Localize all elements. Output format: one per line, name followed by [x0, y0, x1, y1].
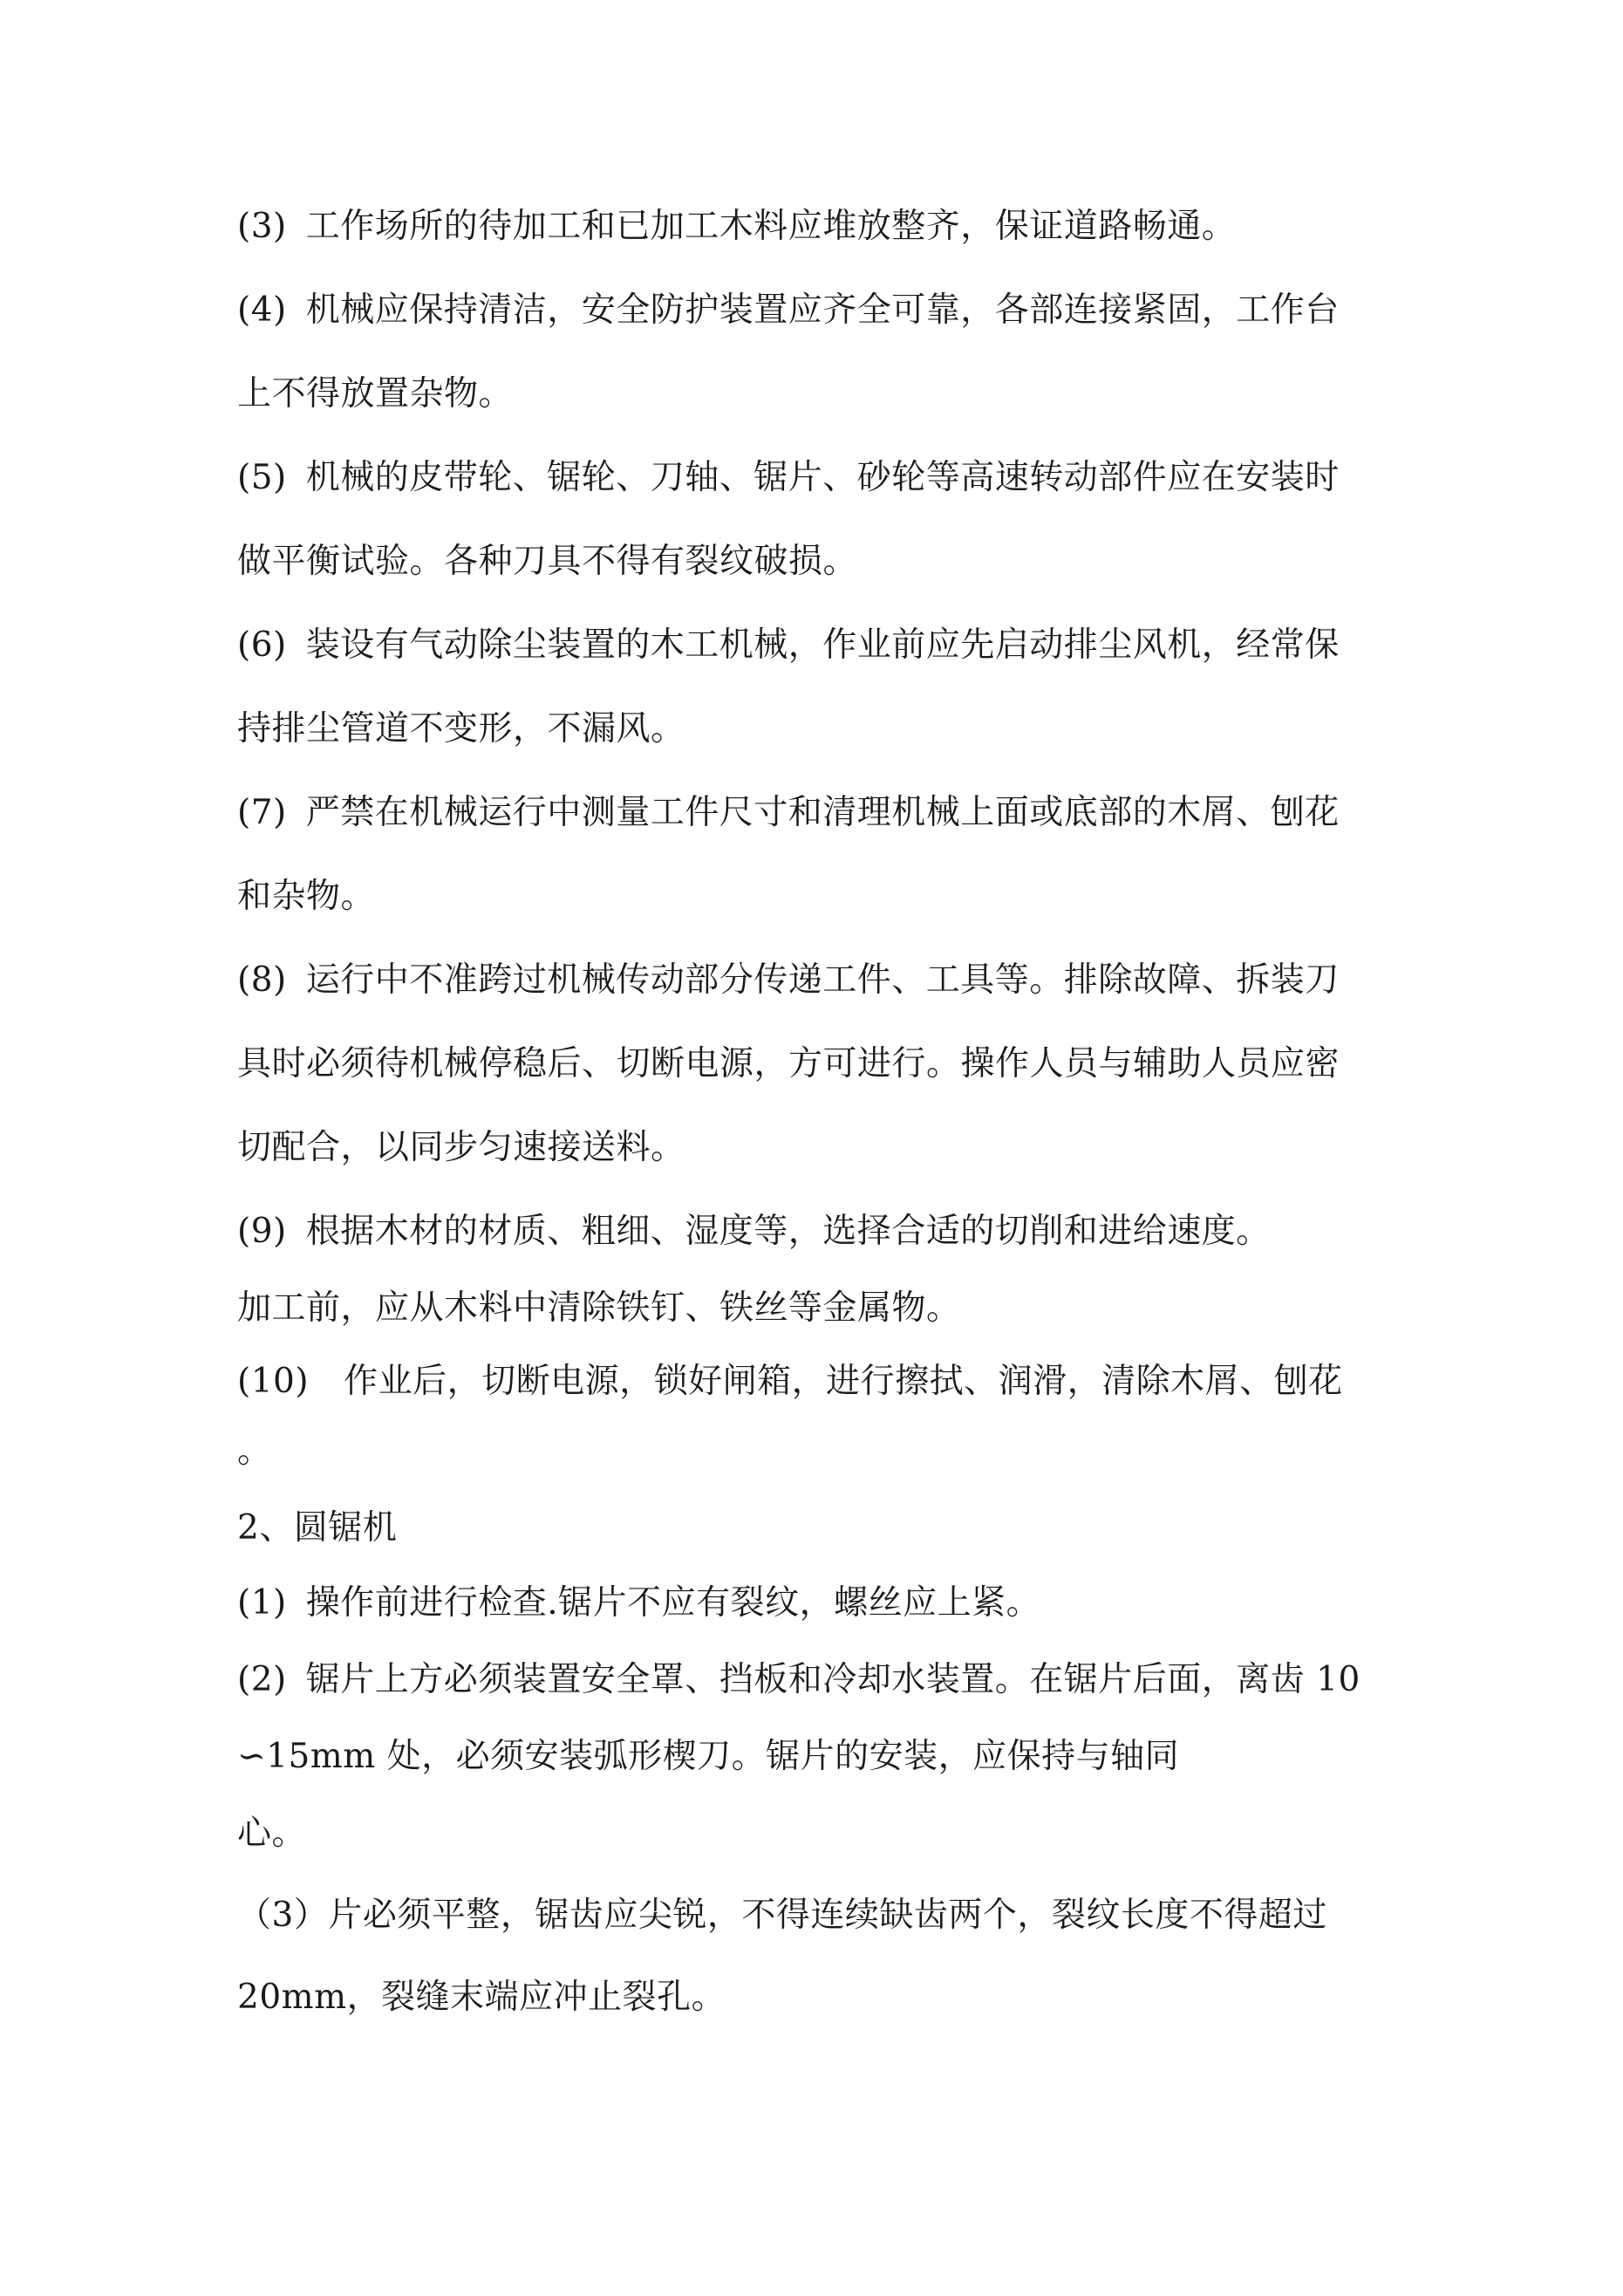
- item-text: 工作场所的待加工和已加工木料应堆放整齐，保证道路畅通。: [305, 207, 1237, 246]
- item-number: (10): [237, 1362, 310, 1401]
- item-text: 做平衡试验。各种刀具不得有裂纹破损。: [237, 542, 858, 581]
- item-text: 片必须平整，锯齿应尖锐，不得连续缺齿两个，裂纹长度不得超过: [328, 1896, 1327, 1935]
- item-number: (3): [237, 207, 287, 246]
- paragraph-4-line-1: [237, 290, 1423, 331]
- section-item-3-line-1: [237, 1895, 1423, 1937]
- paragraph-10-line-1: [237, 1361, 1423, 1403]
- paragraph-8-line-2: [237, 1043, 1423, 1085]
- section-title: [237, 1507, 1423, 1549]
- paragraph-9-line-1: [237, 1211, 1423, 1253]
- item-text: 20mm，裂缝末端应冲止裂孔。: [237, 1978, 726, 2017]
- item-number: (2): [237, 1660, 287, 1699]
- item-text: 加工前，应从木料中清除铁钉、铁丝等金属物。: [237, 1288, 961, 1328]
- paragraph-4-line-2: [237, 373, 1423, 415]
- item-text: 操作前进行检查.锯片不应有裂纹，螺丝应上紧。: [305, 1583, 1041, 1623]
- section-item-2-line-1: [237, 1659, 1423, 1701]
- item-text: 切配合，以同步匀速接送料。: [237, 1128, 685, 1167]
- section-heading: 2、圆锯机: [237, 1508, 398, 1548]
- section-item-2-line-2: [237, 1736, 1423, 1778]
- paragraph-7-line-1: [237, 792, 1423, 834]
- item-number: (1): [237, 1583, 287, 1623]
- item-text: 锯片上方必须装置安全罩、挡板和冷却水装置。在锯片后面，离齿 10: [305, 1660, 1360, 1699]
- item-text: 上不得放置杂物。: [237, 374, 514, 413]
- item-number: (8): [237, 960, 287, 1000]
- item-text: 作业后，切断电源，锁好闸箱，进行擦拭、润滑，清除木屑、刨花: [344, 1362, 1343, 1401]
- item-number: (7): [237, 793, 287, 832]
- item-number: (9): [237, 1212, 287, 1251]
- item-text: 持排尘管道不变形，不漏风。: [237, 709, 685, 748]
- item-text: ∽15mm 处，必须安装弧形楔刀。锯片的安装，应保持与轴同: [237, 1737, 1180, 1776]
- item-number: (4): [237, 290, 287, 330]
- item-number: （3）: [237, 1896, 329, 1935]
- paragraph-5-line-2: [237, 541, 1423, 583]
- paragraph-9-line-2: [237, 1288, 1423, 1329]
- item-text: 严禁在机械运行中测量工件尺寸和清理机械上面或底部的木屑、刨花: [305, 793, 1340, 832]
- item-text: 运行中不准跨过机械传动部分传递工件、工具等。排除故障、拆装刀: [305, 960, 1340, 1000]
- item-text: 机械应保持清洁，安全防护装置应齐全可靠，各部连接紧固，工作台: [305, 290, 1340, 330]
- item-text: 根据木材的材质、粗细、湿度等，选择合适的切削和进给速度。: [305, 1212, 1271, 1251]
- item-number: (5): [237, 458, 287, 497]
- item-number: (6): [237, 625, 287, 665]
- paragraph-10-line-2: [237, 1431, 1423, 1473]
- paragraph-3-line-1: [237, 206, 1423, 248]
- item-text: 具时必须待机械停稳后、切断电源，方可进行。操作人员与辅助人员应密: [237, 1044, 1340, 1083]
- section-item-1-line-1: [237, 1582, 1423, 1624]
- section-item-3-line-2: [237, 1977, 1423, 2019]
- paragraph-6-line-1: [237, 625, 1423, 666]
- paragraph-8-line-3: [237, 1127, 1423, 1169]
- item-text: 和杂物。: [237, 877, 376, 916]
- section-item-2-line-3: [237, 1813, 1423, 1855]
- item-text: 机械的皮带轮、锯轮、刀轴、锯片、砂轮等高速转动部件应在安装时: [305, 458, 1340, 497]
- paragraph-8-line-1: [237, 960, 1423, 1001]
- paragraph-6-line-2: [237, 708, 1423, 750]
- item-text: 。: [237, 1432, 272, 1471]
- paragraph-7-line-2: [237, 876, 1423, 918]
- item-text: 心。: [237, 1814, 307, 1853]
- paragraph-5-line-1: [237, 457, 1423, 499]
- item-text: 装设有气动除尘装置的木工机械，作业前应先启动排尘风机，经常保: [305, 625, 1340, 665]
